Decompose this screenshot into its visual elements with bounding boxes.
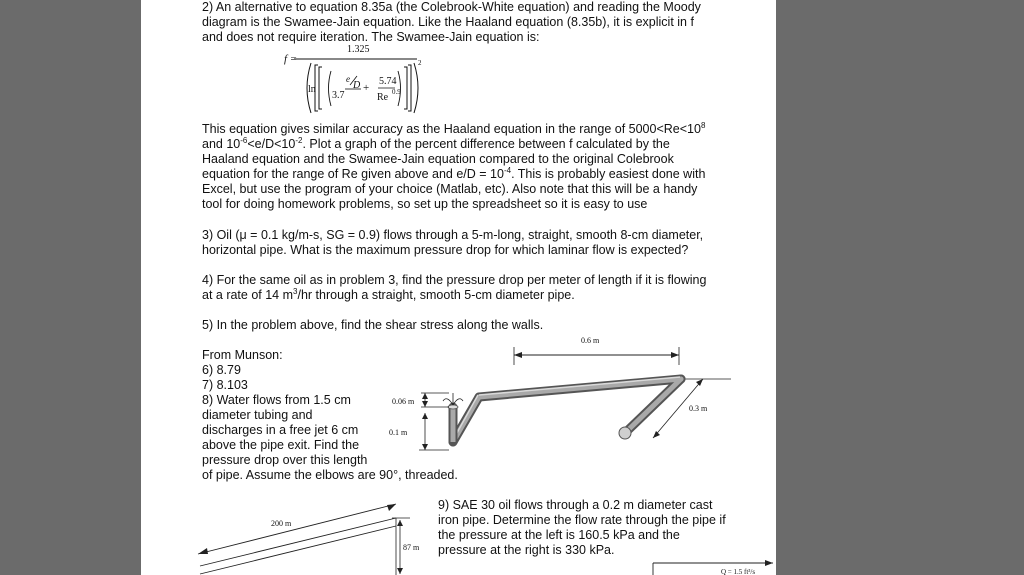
- eq-plus: +: [363, 82, 370, 94]
- incline-drawing: [196, 496, 426, 575]
- dim-0-1m: 0.1 m: [389, 428, 408, 437]
- eq-Re-exponent: 0.9: [392, 88, 401, 96]
- pipe-drawing: [381, 335, 741, 465]
- problem-8-line-2: diameter tubing and: [202, 408, 313, 422]
- flow-label: Q = 1.5 ft³/s: [721, 568, 756, 575]
- eq-D: D: [353, 80, 361, 91]
- eq-5-74: 5.74: [379, 76, 397, 87]
- problem-2-line-3: and does not require iteration. The Swamee-Jain equation is:: [202, 30, 540, 44]
- problem-3-line-1: 3) Oil (μ = 0.1 kg/m-s, SG = 0.9) flows through a 5-m-long, straight, smooth 8-cm diameter,: [202, 228, 704, 242]
- eq-outer-exponent: 2: [418, 59, 422, 67]
- problem-8-line-1: 8) Water flows from 1.5 cm: [202, 393, 351, 407]
- problem-5-line-1: 5) In the problem above, find the shear stress along the walls.: [202, 318, 544, 332]
- dim-0-3m: 0.3 m: [689, 404, 708, 413]
- para-line-2: and $10^{-6}<e/D<10^{-2}$. Plot a graph of the percent difference between f calculated by the: [202, 136, 670, 151]
- problem-2-line-2: diagram is the Swamee-Jain equation. Like the Haaland equation (8.35b), it is explicit in f: [202, 15, 694, 29]
- eq-e: e: [346, 74, 350, 84]
- eq-Re: Re: [377, 92, 389, 103]
- munson-problem-6: 6) 8.79: [202, 363, 241, 377]
- dim-87m: 87 m: [403, 543, 420, 552]
- problem-4-line-2: at a rate of 14 $m^3/hr$ through a straight, smooth 5-cm diameter pipe.: [202, 287, 575, 302]
- eq-fraction-lines: [291, 50, 571, 120]
- problem-2-line-1: 2) An alternative to equation 8.35a (the Colebrook-White equation) and reading the Moody: [202, 0, 701, 14]
- munson-problem-7: 7) 8.103: [202, 378, 248, 392]
- eq-ln: ln: [308, 84, 316, 95]
- dim-0-06m: 0.06 m: [392, 397, 415, 406]
- problem-8-line-5: pressure drop over this length: [202, 453, 368, 467]
- problem-9-line-4: pressure at the right is 330 kPa.: [438, 543, 615, 557]
- para-line-5: Excel, but use the program of your choice (Matlab, etc). Also note that this will be a handy: [202, 182, 698, 196]
- problem-9-line-2: iron pipe. Determine the flow rate through the pipe if: [438, 513, 726, 527]
- eq-numerator: 1.325: [347, 44, 370, 55]
- munson-header: From Munson:: [202, 348, 283, 362]
- para-line-4: equation for the range of Re given above and $e/D = 10^{-4}$. This is probably easiest done with: [202, 166, 706, 181]
- para-line-1: This equation gives similar accuracy as the Haaland equation in the range of $5000<Re<10^8$: [202, 121, 706, 136]
- problem-8-line-3: discharges in a free jet 6 cm: [202, 423, 359, 437]
- dim-0-6m: 0.6 m: [581, 336, 600, 345]
- para-line-6: tool for doing homework problems, so set up the spreadsheet so it is easy to use: [202, 197, 648, 211]
- dim-200m: 200 m: [271, 519, 292, 528]
- problem-9-line-3: the pressure at the left is 160.5 kPa and the: [438, 528, 680, 542]
- problem-4-line-1: 4) For the same oil as in problem 3, find the pressure drop per meter of length if it is flowing: [202, 273, 707, 287]
- eq-3-7: 3.7: [332, 90, 345, 101]
- problem-8-line-6: of pipe. Assume the elbows are 90°, threaded.: [202, 468, 458, 482]
- problem-8-line-4: above the pipe exit. Find the: [202, 438, 360, 452]
- problem-3-line-2: horizontal pipe. What is the maximum pressure drop for which laminar flow is expected?: [202, 243, 689, 257]
- para-line-3: Haaland equation and the Swamee-Jain equation compared to the original Colebrook: [202, 152, 674, 166]
- eq-lhs: f =: [284, 53, 298, 65]
- flow-arrow: [649, 558, 776, 575]
- document-page: [141, 0, 776, 575]
- problem-9-line-1: 9) SAE 30 oil flows through a 0.2 m diameter cast: [438, 498, 713, 512]
